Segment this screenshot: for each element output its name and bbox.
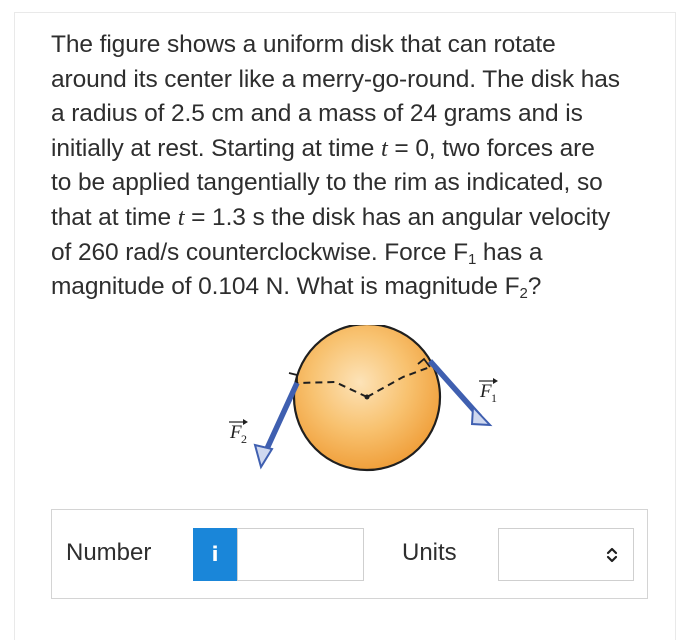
- question-fragment: of 260 rad/s counterclockwise. Force F: [51, 238, 468, 266]
- units-label: Units: [402, 539, 457, 566]
- question-fragment: = 1.3 s the disk has an angular velocity: [184, 203, 611, 231]
- f1-label: F: [480, 381, 492, 402]
- question-line: around its center like a merry-go-round. The disk has: [51, 65, 620, 93]
- question-line: [51, 236, 661, 271]
- question-line: The figure shows a uniform disk that can rotate: [51, 31, 556, 58]
- question-fragment: initially at rest. Starting at time: [51, 134, 381, 162]
- question-fragment: ?: [527, 273, 542, 301]
- disk-diagram: [225, 325, 525, 485]
- number-input[interactable]: [237, 528, 364, 581]
- time-variable: t: [177, 203, 185, 231]
- f2-label: F: [230, 422, 242, 443]
- time-variable: t: [381, 134, 388, 162]
- question-text: [51, 28, 661, 305]
- units-select[interactable]: [498, 528, 634, 581]
- question-fragment: = 0, two forces are: [387, 134, 595, 162]
- question-line: to be applied tangentially to the rim as indicated, so: [51, 169, 603, 197]
- force-f1-arrowhead: [472, 407, 490, 425]
- question-line: [51, 201, 661, 236]
- question-fragment: has a: [476, 238, 543, 266]
- chevron-up-down-icon: [605, 545, 619, 565]
- answer-row: [51, 509, 648, 599]
- number-label: Number: [66, 539, 152, 566]
- f2-vector-bar-head: [243, 419, 248, 425]
- question-fragment: magnitude of 0.104 N. What is magnitude F: [51, 273, 520, 301]
- question-line: [51, 270, 661, 305]
- question-line: a radius of 2.5 cm and a mass of 24 grams and is: [51, 100, 583, 128]
- subscript: 1: [467, 250, 477, 268]
- force-f2-arrow-shaft: [265, 383, 297, 453]
- question-line: [51, 132, 661, 167]
- question-fragment: that at time: [51, 203, 178, 231]
- force-f2-arrowhead: [255, 445, 272, 467]
- f1-vector-bar-head: [493, 378, 498, 384]
- f2-subscript: 2: [241, 432, 247, 446]
- subscript: 2: [519, 285, 528, 303]
- f1-subscript: 1: [491, 391, 497, 405]
- disk-figure: [225, 325, 525, 485]
- info-icon[interactable]: i: [193, 528, 237, 581]
